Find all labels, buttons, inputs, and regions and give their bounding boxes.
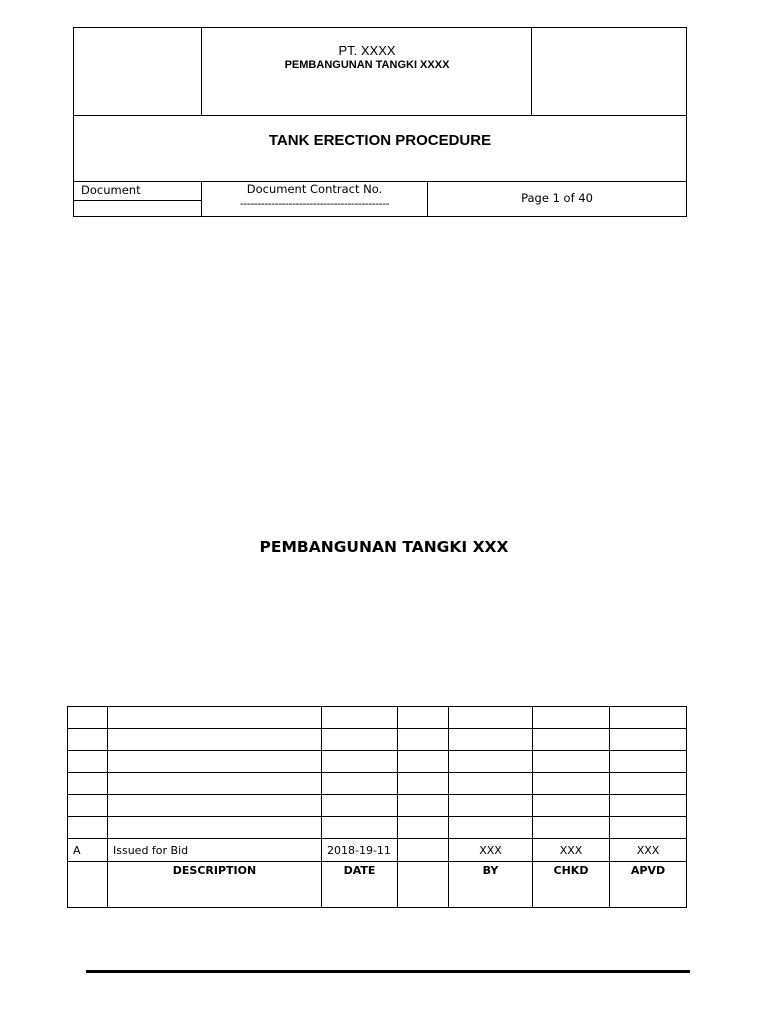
by-cell: XXX xyxy=(449,839,533,862)
blank-cell xyxy=(68,817,108,839)
blank-cell xyxy=(449,751,533,773)
header-right-cell xyxy=(531,28,686,115)
logo-cell xyxy=(74,28,202,115)
blank-cell xyxy=(398,707,449,729)
blank-cell xyxy=(533,729,610,751)
extra-cell xyxy=(398,839,449,862)
header-company-cell xyxy=(202,28,532,115)
blank-cell xyxy=(449,795,533,817)
blank-cell xyxy=(108,707,322,729)
blank-cell xyxy=(533,751,610,773)
revision-row-blank xyxy=(68,751,687,773)
header-bottom-row xyxy=(74,182,686,216)
footer-rule xyxy=(86,970,690,973)
blank-cell xyxy=(322,707,398,729)
chkd-header: CHKD xyxy=(533,862,610,908)
blank-cell xyxy=(533,795,610,817)
apvd-cell: XXX xyxy=(610,839,687,862)
blank-cell xyxy=(398,795,449,817)
date-header: DATE xyxy=(322,862,398,908)
revision-row-blank xyxy=(68,773,687,795)
revision-table xyxy=(67,706,687,908)
description-header: DESCRIPTION xyxy=(108,862,322,908)
blank-cell xyxy=(398,751,449,773)
header-top-row xyxy=(74,28,686,116)
company-name: PT. XXXX xyxy=(338,43,396,58)
revision-row-blank xyxy=(68,729,687,751)
header-title-row xyxy=(74,116,686,182)
blank-cell xyxy=(322,795,398,817)
page-number-cell xyxy=(428,182,686,216)
chkd-cell: XXX xyxy=(533,839,610,862)
revision-row-blank xyxy=(68,707,687,729)
document-label-cell xyxy=(74,182,201,201)
blank-cell xyxy=(108,795,322,817)
blank-cell xyxy=(449,729,533,751)
blank-cell xyxy=(449,707,533,729)
blank-cell xyxy=(449,773,533,795)
blank-cell xyxy=(322,729,398,751)
document-title: TANK ERECTION PROCEDURE xyxy=(268,132,492,149)
blank-cell xyxy=(610,729,687,751)
blank-cell xyxy=(449,817,533,839)
blank-cell xyxy=(610,795,687,817)
date-cell: 2018-19-11 xyxy=(322,839,398,862)
contract-number-cell xyxy=(202,182,428,216)
revision-row-blank xyxy=(68,817,687,839)
document-label: Document xyxy=(81,183,141,197)
revision-header-row xyxy=(68,862,687,908)
revision-row-blank xyxy=(68,795,687,817)
by-header: BY xyxy=(449,862,533,908)
blank-cell xyxy=(533,707,610,729)
blank-cell xyxy=(108,817,322,839)
revision-row-data xyxy=(68,839,687,862)
blank-cell xyxy=(108,729,322,751)
blank-cell xyxy=(398,773,449,795)
main-title: PEMBANGUNAN TANGKI XXX xyxy=(259,538,509,556)
blank-cell xyxy=(610,707,687,729)
rev-header xyxy=(68,862,108,908)
blank-cell xyxy=(533,773,610,795)
blank-cell xyxy=(108,773,322,795)
blank-cell xyxy=(398,729,449,751)
apvd-header: APVD xyxy=(610,862,687,908)
blank-cell xyxy=(398,817,449,839)
blank-cell xyxy=(108,751,322,773)
contract-number-label: Document Contract No. xyxy=(246,182,383,196)
document-cell xyxy=(74,182,202,216)
blank-cell xyxy=(610,773,687,795)
blank-cell xyxy=(322,773,398,795)
rev-cell: A xyxy=(68,839,108,862)
description-cell: Issued for Bid xyxy=(108,839,322,862)
project-name: PEMBANGUNAN TANGKI XXXX xyxy=(284,59,450,71)
page-number: Page 1 of 40 xyxy=(521,191,593,205)
extra-header xyxy=(398,862,449,908)
blank-cell xyxy=(68,751,108,773)
blank-cell xyxy=(322,817,398,839)
blank-cell xyxy=(68,729,108,751)
blank-cell xyxy=(533,817,610,839)
blank-cell xyxy=(68,795,108,817)
blank-cell xyxy=(68,707,108,729)
blank-cell xyxy=(610,751,687,773)
contract-number-value: ------------------------------------------- xyxy=(239,197,390,210)
blank-cell xyxy=(68,773,108,795)
blank-cell xyxy=(322,751,398,773)
document-header-block xyxy=(73,27,687,217)
blank-cell xyxy=(610,817,687,839)
